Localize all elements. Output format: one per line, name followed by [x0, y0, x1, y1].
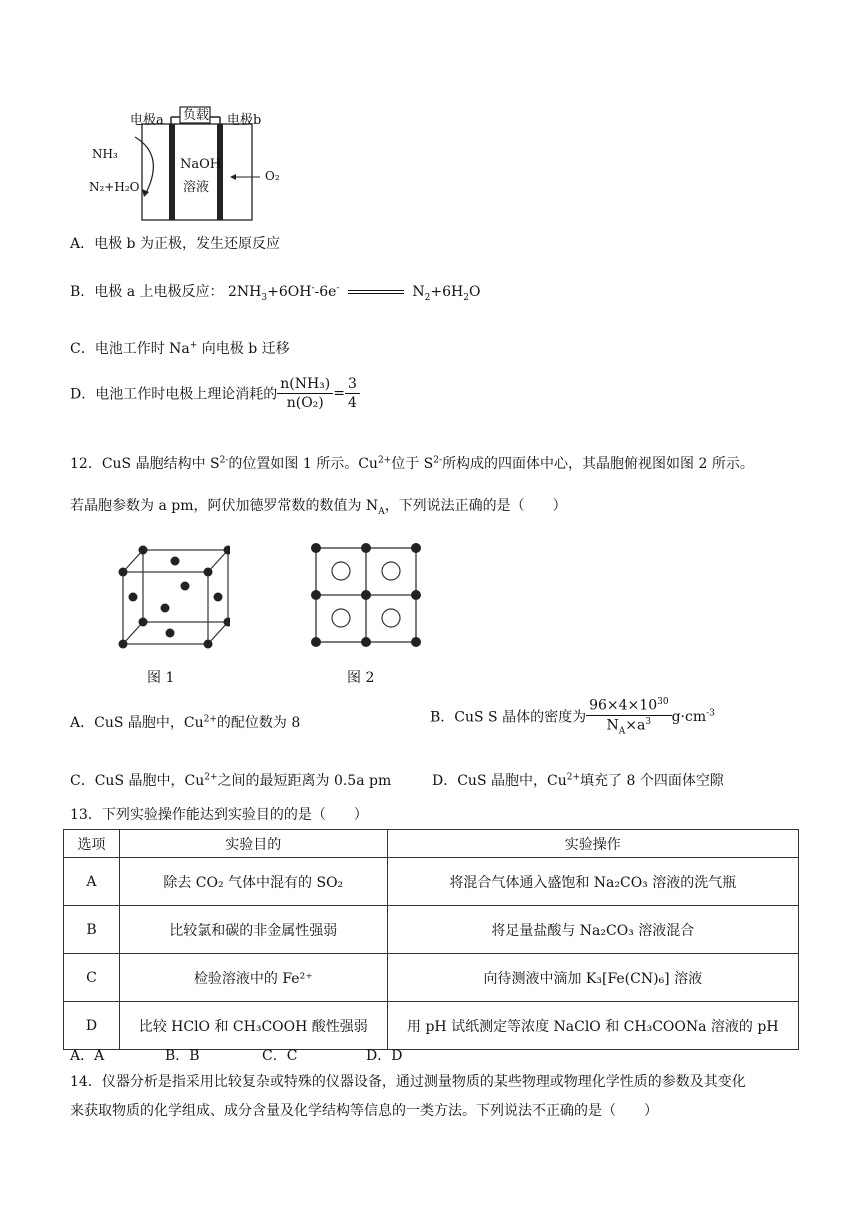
row-option: D [64, 1002, 120, 1050]
crystal-cell-figure-1 [110, 540, 230, 650]
q13-answer-c: C．C [262, 1048, 298, 1064]
table-row [64, 906, 799, 954]
q12-option-c: C．CuS 晶胞中，$Cu^{2+}$之间的最短距离为 0.5a pm [70, 772, 392, 789]
row-goal: 检验溶液中的 Fe²⁺ [119, 954, 387, 1002]
row-operation: 将混合气体通入盛饱和 Na₂CO₃ 溶液的洗气瓶 [387, 858, 798, 906]
q11-option-d: D．电池工作时电极上理论消耗的 $\frac{\text{n(NH₃)}}{\text{n(O₂)}}$ = $\frac{3}{4}$ [70, 376, 360, 411]
electrode-b-label: 电极b [227, 113, 262, 128]
electrode-a-label: 电极a [130, 113, 164, 128]
q12-option-d: D．CuS 晶胞中，$Cu^{2+}$填充了 8 个四面体空隙 [432, 772, 724, 789]
q13-stem: 13．下列实验操作能达到实验目的的是（ ） [70, 807, 368, 823]
figure-2-caption: 图 2 [347, 670, 375, 686]
row-option: B [64, 906, 120, 954]
row-operation: 用 pH 试纸测定等浓度 NaClO 和 CH₃COONa 溶液的 pH [387, 1002, 798, 1050]
header-option: 选项 [64, 830, 120, 858]
row-option: A [64, 858, 120, 906]
q12-option-a: A．CuS 晶胞中，$Cu^{2+}$的配位数为 8 [70, 714, 301, 731]
q12-stem-line2: 若晶胞参数为 a pm，阿伏加德罗常数的数值为 $N_A$，下列说法正确的是（ ） [70, 498, 567, 517]
table-row [64, 954, 799, 1002]
row-option: C [64, 954, 120, 1002]
load-label: 负载 [183, 108, 210, 123]
q13-answer-d: D．D [366, 1048, 403, 1064]
q11-option-c: C．电池工作时 Na+ 向电极 b 迁移 [70, 340, 290, 357]
row-goal: 除去 CO₂ 气体中混有的 SO₂ [119, 858, 387, 906]
n2h2o-label: N₂+H₂O [89, 180, 140, 194]
q11-option-b: B．电极 a 上电极反应： $2NH_3+6OH^--6e^-$ $N_2+6H_2O$ [70, 283, 481, 303]
row-goal: 比较氯和碳的非金属性强弱 [119, 906, 387, 954]
figure-1-caption: 图 1 [147, 670, 175, 686]
q13-answer-b: B．B [165, 1048, 200, 1064]
solution-label: 溶液 [183, 180, 210, 195]
row-goal: 比较 HClO 和 CH₃COOH 酸性强弱 [119, 1002, 387, 1050]
table-row [64, 858, 799, 906]
naoh-label: NaOH [180, 157, 222, 172]
table-row [64, 1002, 799, 1050]
row-operation: 向待测液中滴加 K₃[Fe(CN)₆] 溶液 [387, 954, 798, 1002]
o2-label: O₂ [265, 169, 280, 183]
table-header-row [64, 830, 799, 858]
q11-option-a: A．电极 b 为正极，发生还原反应 [70, 236, 280, 252]
row-operation: 将足量盐酸与 Na₂CO₃ 溶液混合 [387, 906, 798, 954]
nh3-label: NH₃ [92, 147, 118, 161]
q12-stem-line1: 12．CuS 晶胞结构中 $S^{2-}$的位置如图 1 所示。$Cu^{2+}$位于 $S^{2-}$所构成的四面体中心，其晶胞俯视图如图 2 所示。 [70, 455, 754, 472]
q12-option-b: B．CuS S 晶体的密度为 $\frac{96\times 4\times 10^{30}}{N_A\times a^3}$ $g\cdot cm^{-3}$ [430, 697, 715, 737]
header-operation: 实验操作 [387, 830, 798, 858]
q14-stem: 14．仪器分析是指采用比较复杂或特殊的仪器设备，通过测量物质的某些物理或物理化学性质的参数及其变化 来获取物质的化学组成、成分含量及化学结构等信息的一类方法。下列说法不正确的是（ ） [70, 1074, 746, 1119]
header-goal: 实验目的 [119, 830, 387, 858]
crystal-cell-figure-2 [308, 540, 423, 650]
experiment-table [63, 829, 799, 1050]
q13-answer-a: A．A [70, 1048, 105, 1064]
